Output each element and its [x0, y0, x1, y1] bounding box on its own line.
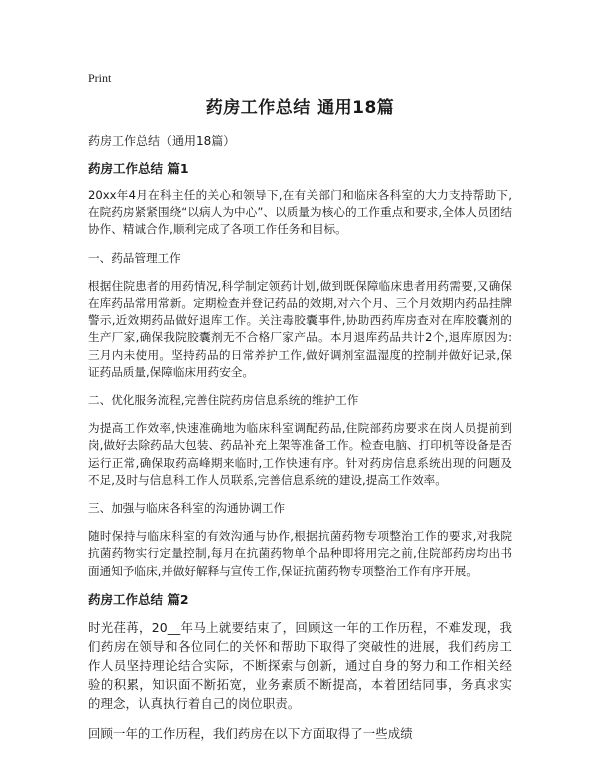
paragraph: 回顾一年的工作历程，我们药房在以下方面取得了一些成绩 — [88, 725, 413, 741]
section-heading-1: 药房工作总结 篇1 — [88, 161, 189, 176]
subsection-heading: 三、加强与临床各科室的沟通协调工作 — [88, 501, 286, 516]
paragraph: 时光荏苒，20__年马上就要结束了，回顾这一年的工作历程，不难发现，我们药房在领导和各位同仁的关怀和帮助下取得了突破性的进展，我们药房工作人员坚持理论结合实际，不断探索与创新，通过自身的努力和工作相关经验的积累，知识面不断拓宽，业务素质不断提高，本着团结同事，务真求实的理念，认真执行着自己的岗位职责。 — [88, 619, 512, 711]
section-heading-2: 药房工作总结 篇2 — [88, 591, 189, 607]
paragraph: 根据住院患者的用药情况,科学制定领药计划,做到既保障临床患者用药需要,又确保在库药品常用常新。定期检查并登记药品的效期,对六个月、三个月效期内药品挂牌警示,近效期药品做好退库工作。关注毒胶囊事件,协助西药库房查对在库胶囊剂的生产厂家,确保我院胶囊剂无不合格厂家产品。本月退库药品共计2个,退库原因为:三月内未使用。坚持药品的日常养护工作,做好调剂室温湿度的控制并做好记录,保证药品质量,保障临床用药安全。 — [88, 278, 512, 379]
print-label: Print — [88, 71, 112, 85]
document-body — [88, 133, 512, 754]
paragraph: 为提高工作效率,快速准确地为临床科室调配药品,住院部药房要求在岗人员提前到岗,做好去除药品大包装、药品补充上架等准备工作。检查电脑、打印机等设备是否运行正常,确保取药高峰期来临时,工作快速有序。针对药房信息系统出现的问题及不足,及时与信息科工作人员联系,完善信息系统的建设,提高工作效率。 — [88, 421, 512, 487]
subsection-heading: 二、优化服务流程,完善住院药房信息系统的维护工作 — [88, 393, 359, 408]
document-subtitle: 药房工作总结（通用18篇） — [88, 134, 236, 148]
subsection-heading: 一、药品管理工作 — [88, 250, 181, 265]
document-title: 药房工作总结 通用18篇 — [205, 98, 395, 118]
paragraph: 随时保持与临床科室的有效沟通与协作,根据抗菌药物专项整治工作的要求,对我院抗菌药物实行定量控制,每月在抗菌药物单个品种即将用完之前,住院部药房均出书面通知予临床,并做好解释与宣传工作,保证抗菌药物专项整治工作有序开展。 — [88, 529, 512, 578]
paragraph: 20xx年4月在科主任的关心和领导下,在有关部门和临床各科室的大力支持帮助下,在院药房紧紧围绕“以病人为中心”、以质量为核心的工作重点和要求,全体人员团结协作、精诚合作,顺利完成了各项工作任务和目标。 — [88, 188, 512, 237]
